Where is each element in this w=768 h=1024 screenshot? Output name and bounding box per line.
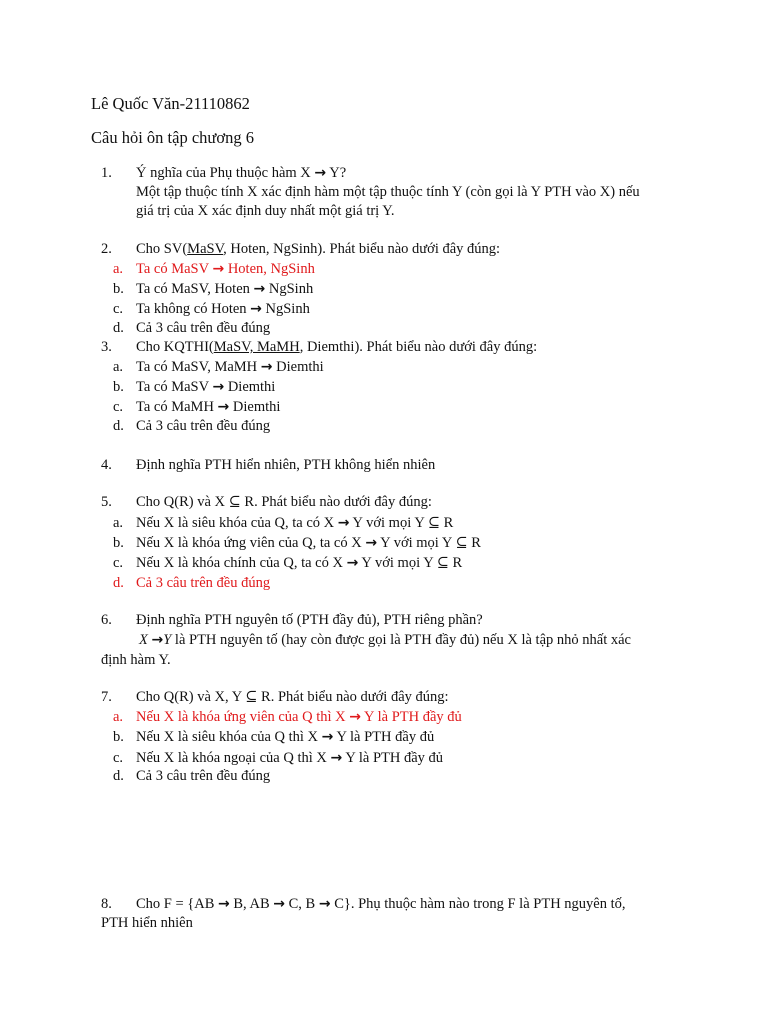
arrow-icon: → (253, 281, 266, 297)
q2-number: 2. (101, 241, 112, 257)
option-left: Nếu X là siêu khóa của Q thì X (136, 729, 322, 745)
q7-option-d: Cả 3 câu trên đều đúng (136, 768, 271, 784)
q2-option-b (136, 279, 313, 299)
q2-option-letter: d. (113, 320, 124, 336)
q5-option-letter: c. (113, 555, 124, 571)
option-right: Diemthi (224, 379, 276, 395)
q1-answer-line2: giá trị của X xác định duy nhất một giá trị Y. (136, 203, 395, 219)
q4-question: Định nghĩa PTH hiển nhiên, PTH không hiển nhiên (136, 457, 436, 473)
option-right: Diemthi (272, 359, 324, 375)
q3-option-letter: a. (113, 359, 124, 375)
option-right: Hoten, NgSinh (224, 261, 315, 277)
q8-line2: PTH hiển nhiên (101, 915, 193, 931)
q8-text-4: C}. Phụ thuộc hàm nào trong F là PTH nguyên tố, (330, 896, 626, 912)
q2-primary-key: MaSV (187, 241, 224, 257)
q2-option-letter: a. (113, 261, 124, 277)
option-left: Ta không có Hoten (136, 301, 251, 317)
arrow-icon: → (250, 301, 262, 317)
q5-option-a (136, 513, 453, 533)
option-right: Diemthi (229, 399, 281, 415)
option-right: Y là PTH đầy đủ (333, 729, 435, 745)
option-right: NgSinh (261, 301, 310, 317)
q7-question: Cho Q(R) và X, Y ⊆ R. Phát biểu nào dưới đây đúng: (136, 689, 449, 705)
arrow-icon: → (314, 165, 327, 181)
option-right: Y là PTH đầy đủ (360, 709, 462, 725)
arrow-icon: → (218, 896, 230, 912)
q5-option-d: Cả 3 câu trên đều đúng (136, 575, 271, 591)
arrow-icon: → (151, 632, 164, 648)
q4-number: 4. (101, 457, 112, 473)
author-line: Lê Quốc Văn-21110862 (91, 94, 250, 113)
option-left: Ta có MaMH (136, 399, 218, 415)
q2-text-post: , Hoten, NgSinh). Phát biểu nào dưới đây đúng: (223, 241, 501, 257)
q3-option-a (136, 357, 324, 377)
q5-option-letter: d. (113, 575, 124, 591)
arrow-icon: → (273, 896, 285, 912)
option-right: Y với mọi Y ⊆ R (358, 555, 463, 571)
option-right: Y là PTH đầy đủ (342, 750, 444, 766)
q2-option-c (136, 299, 310, 319)
q3-text-pre: Cho KQTHI( (136, 339, 214, 355)
q3-option-b (136, 377, 275, 397)
q7-number: 7. (101, 689, 112, 705)
q5-option-c (136, 553, 462, 573)
q5-option-letter: b. (113, 535, 124, 551)
q7-option-letter: c. (113, 750, 124, 766)
q6-question: Định nghĩa PTH nguyên tố (PTH đầy đủ), PTH riêng phần? (136, 612, 483, 628)
q3-primary-key: MaSV, MaMH (213, 339, 300, 355)
q5-number: 5. (101, 494, 112, 510)
arrow-icon: → (212, 379, 225, 395)
q6-answer-line1 (139, 630, 631, 650)
arrow-icon: → (349, 709, 361, 725)
option-right: NgSinh (265, 281, 314, 297)
arrow-icon: → (318, 896, 331, 912)
q1-text-a: Ý nghĩa của Phụ thuộc hàm X (136, 165, 315, 181)
option-left: Nếu X là siêu khóa của Q, ta có X (136, 515, 338, 531)
q8-text-3: C, B (285, 896, 319, 912)
q3-option-letter: b. (113, 379, 124, 395)
q3-option-letter: c. (113, 399, 124, 415)
q3-option-letter: d. (113, 418, 124, 434)
q3-question (136, 337, 537, 357)
q6-answer-rest: là PTH nguyên tố (hay còn được gọi là PTH đầy đủ) nếu X là tập nhỏ nhất xác (171, 632, 631, 648)
q6-answer-line2: định hàm Y. (101, 652, 171, 668)
option-left: Nếu X là khóa chính của Q, ta có X (136, 555, 347, 571)
q1-answer-line1: Một tập thuộc tính X xác định hàm một tập thuộc tính Y (còn gọi là Y PTH vào X) nếu (136, 184, 640, 200)
q8-text-2: B, AB (229, 896, 274, 912)
q7-option-a (136, 707, 462, 727)
option-left: Nếu X là khóa ứng viên của Q, ta có X (136, 535, 366, 551)
arrow-icon: → (365, 535, 378, 551)
arrow-icon: → (217, 399, 230, 415)
chapter-title: Câu hỏi ôn tập chương 6 (91, 128, 254, 147)
q2-option-letter: b. (113, 281, 124, 297)
q3-number: 3. (101, 339, 112, 355)
q6-number: 6. (101, 612, 112, 628)
q3-option-c (136, 397, 280, 417)
q8-question (136, 894, 626, 914)
q6-var-x: X (139, 632, 148, 648)
arrow-icon: → (321, 729, 334, 745)
q5-option-b (136, 533, 481, 553)
q8-text-1: Cho F = {AB (136, 896, 219, 912)
q2-option-letter: c. (113, 301, 124, 317)
q7-option-c (136, 748, 443, 768)
q7-option-b (136, 727, 434, 747)
q8-number: 8. (101, 896, 112, 912)
q6-var-y: Y (163, 632, 172, 648)
arrow-icon: → (260, 359, 273, 375)
q7-option-letter: b. (113, 729, 124, 745)
option-left: Ta có MaSV (136, 379, 213, 395)
q5-question: Cho Q(R) và X ⊆ R. Phát biểu nào dưới đây đúng: (136, 494, 432, 510)
q7-option-letter: a. (113, 709, 124, 725)
q3-text-post: , Diemthi). Phát biểu nào dưới đây đúng: (299, 339, 538, 355)
option-left: Ta có MaSV, MaMH (136, 359, 261, 375)
arrow-icon: → (337, 515, 350, 531)
q3-option-d: Cả 3 câu trên đều đúng (136, 418, 271, 434)
q7-option-letter: d. (113, 768, 124, 784)
q2-option-a (136, 259, 315, 279)
arrow-icon: → (346, 555, 359, 571)
q1-text-b: Y? (326, 165, 347, 181)
q2-option-d: Cả 3 câu trên đều đúng (136, 320, 271, 336)
q2-question (136, 239, 500, 259)
option-left: Nếu X là khóa ngoại của Q thì X (136, 750, 331, 766)
q1-number: 1. (101, 165, 112, 181)
q1-question (136, 163, 346, 183)
q5-option-letter: a. (113, 515, 124, 531)
option-right: Y với mọi Y ⊆ R (377, 535, 481, 551)
option-right: Y với mọi Y ⊆ R (349, 515, 454, 531)
option-left: Ta có MaSV (136, 261, 213, 277)
option-left: Ta có MaSV, Hoten (136, 281, 254, 297)
arrow-icon: → (330, 750, 343, 766)
option-left: Nếu X là khóa ứng viên của Q thì X (136, 709, 350, 725)
q2-text-pre: Cho SV( (136, 241, 188, 257)
arrow-icon: → (212, 261, 225, 277)
